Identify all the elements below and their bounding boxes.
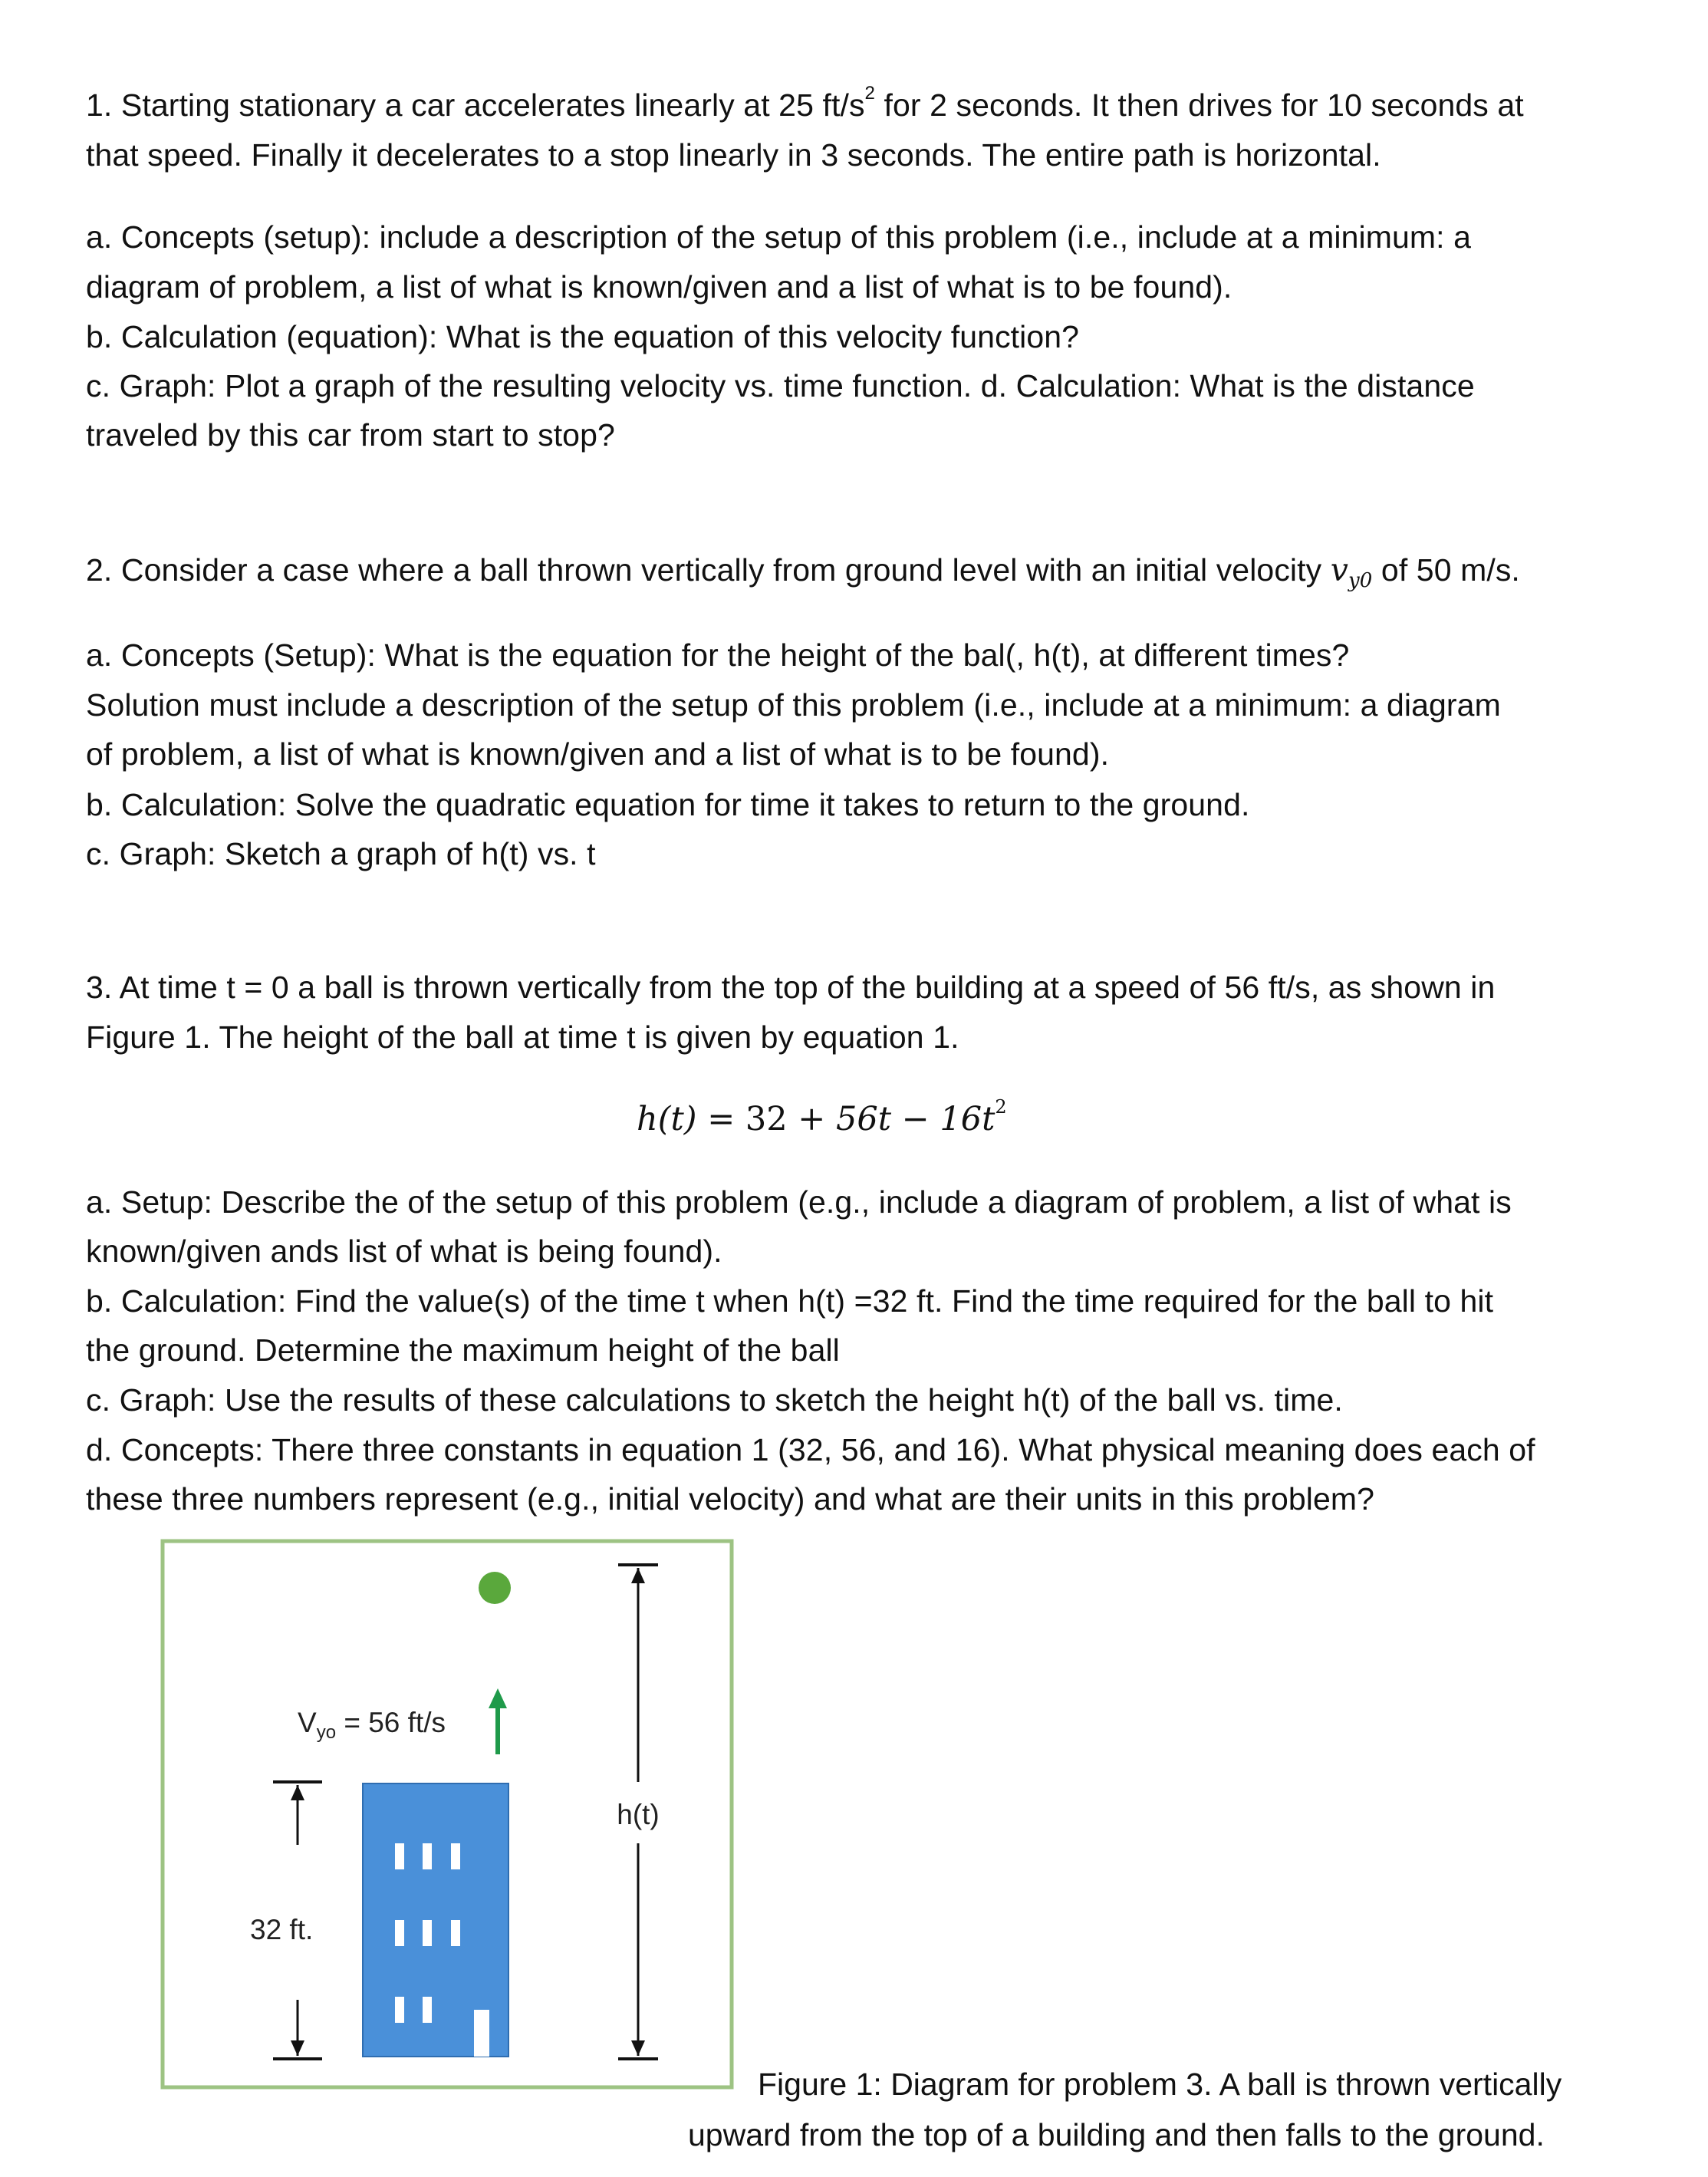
problem1-part-c-line2: traveled by this car from start to stop?	[86, 417, 615, 453]
problem2-part-a-line3: of problem, a list of what is known/given and a list of what is to be found).	[86, 736, 1110, 772]
problem1-part-c-line1: c. Graph: Plot a graph of the resulting velocity vs. time function. d. Calculation: What is the distance	[86, 368, 1475, 403]
problem2-intro: 2. Consider a case where a ball thrown vertically from ground level with an initial velocity $v_{y0}$ of 50 m/s.	[86, 552, 1520, 592]
problem3-part-a-line2: known/given ands list of what is being found).	[86, 1233, 722, 1269]
building	[363, 1783, 508, 2057]
figure-caption-line1: Figure 1: Diagram for problem 3. A ball is thrown vertically	[758, 2067, 1562, 2102]
equation-1: $h(t) = 32 + 56t - 16t^2$	[637, 1096, 1007, 1138]
problem1-part-a-line1: a. Concepts (setup): include a description of the setup of this problem (i.e., include at a minimum: a	[86, 219, 1471, 255]
problem3-part-c: c. Graph: Use the results of these calculations to sketch the height h(t) of the ball vs. time.	[86, 1382, 1343, 1418]
problem1-line1: 1. Starting stationary a car accelerates linearly at 25 $ft/s^2$ for 2 seconds. It then drives for 10 seconds at	[86, 83, 1524, 123]
problem3-intro-line2: Figure 1. The height of the ball at time t is given by equation 1.	[86, 1019, 959, 1055]
problem1-part-a-line2: diagram of problem, a list of what is known/given and a list of what is to be found).	[86, 269, 1232, 305]
figure-1-diagram	[160, 1538, 742, 2102]
problem2-part-b: b. Calculation: Solve the quadratic equation for time it takes to return to the ground.	[86, 787, 1250, 822]
problem3-part-d-line1: d. Concepts: There three constants in equation 1 (32, 56, and 16). What physical meaning does each of	[86, 1432, 1535, 1467]
problem3-part-a-line1: a. Setup: Describe the of the setup of this problem (e.g., include a diagram of problem, a list of what is	[86, 1184, 1512, 1220]
problem3-part-b-line2: the ground. Determine the maximum height of the ball	[86, 1332, 840, 1368]
building-height-label: 32 ft.	[250, 1914, 314, 1945]
problem3-intro-line1: 3. At time t = 0 a ball is thrown vertically from the top of the building at a speed of 56 ft/s, as shown in	[86, 970, 1496, 1005]
building-door	[474, 2010, 489, 2057]
problem2-part-a-line1: a. Concepts (Setup): What is the equation for the height of the bal(, h(t), at different times?	[86, 637, 1350, 673]
velocity-label: $V_{yo} = 56$ ft/s	[298, 1707, 446, 1743]
problem2-part-c: c. Graph: Sketch a graph of h(t) vs. t	[86, 836, 596, 871]
figure-caption-line2: upward from the top of a building and then falls to the ground.	[688, 2117, 1545, 2152]
problem3-part-d-line2: these three numbers represent (e.g., initial velocity) and what are their units in this problem?	[86, 1481, 1375, 1517]
problem2-part-a-line2: Solution must include a description of the setup of this problem (i.e., include at a minimum: a diagram	[86, 687, 1501, 723]
problem1-part-b: b. Calculation (equation): What is the equation of this velocity function?	[86, 319, 1080, 354]
problem3-part-b-line1: b. Calculation: Find the value(s) of the time t when h(t) =32 ft. Find the time required for the ball to hit	[86, 1283, 1494, 1319]
problem1-line2: that speed. Finally it decelerates to a stop linearly in 3 seconds. The entire path is horizontal.	[86, 137, 1381, 173]
ball	[479, 1572, 511, 1604]
height-label: h(t)	[617, 1799, 660, 1830]
